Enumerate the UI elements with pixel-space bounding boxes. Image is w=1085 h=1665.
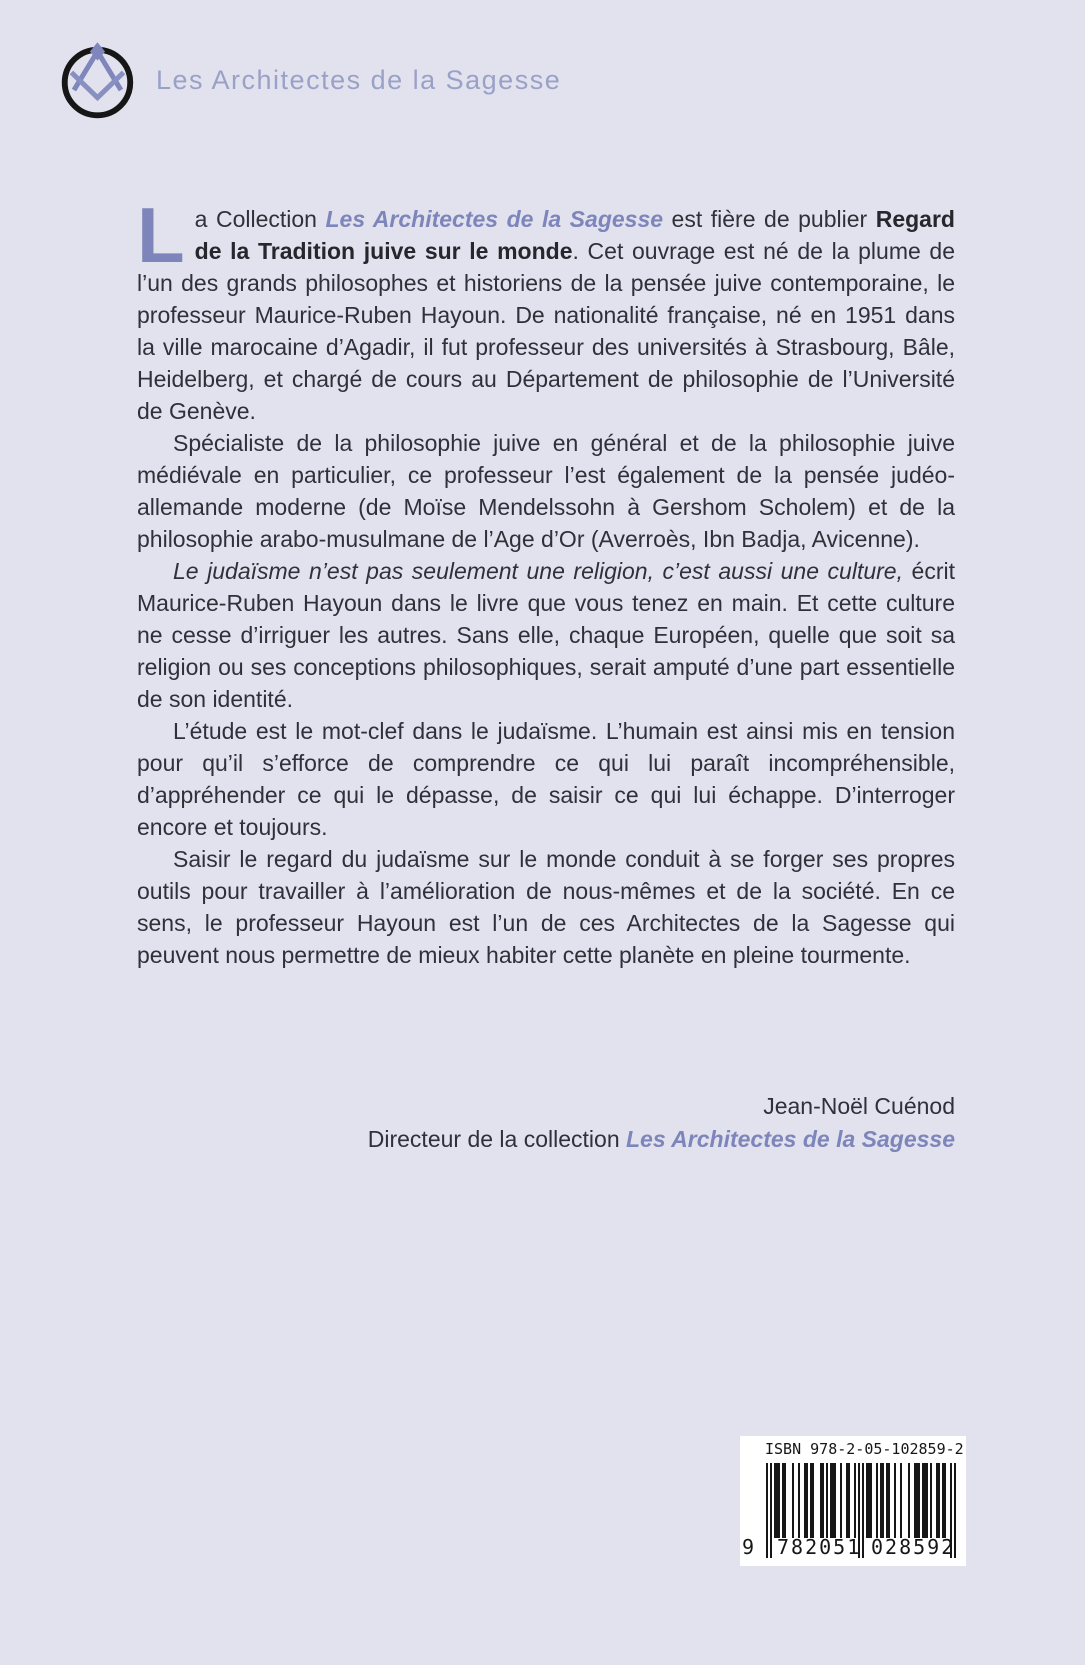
collection-header	[58, 38, 561, 122]
barcode-bar	[862, 1463, 864, 1558]
barcode-bar	[766, 1463, 768, 1558]
barcode-bar	[944, 1463, 946, 1538]
signature-role	[137, 1123, 955, 1156]
barcode-digits-right: 028592	[871, 1535, 956, 1559]
barcode-bar	[888, 1463, 890, 1538]
barcode-bar	[870, 1463, 872, 1538]
barcode-bar	[894, 1463, 896, 1538]
barcode-bar	[822, 1463, 824, 1538]
barcode-bar	[900, 1463, 902, 1538]
barcode-bar	[770, 1463, 772, 1558]
barcode-bar	[908, 1463, 910, 1538]
masonic-compass-logo-icon	[58, 38, 142, 122]
barcode-bar	[834, 1463, 836, 1538]
signature-role-collection: Les Architectes de la Sagesse	[626, 1126, 955, 1152]
barcode-bar	[812, 1463, 814, 1538]
paragraph	[137, 715, 955, 843]
barcode-bar	[930, 1463, 932, 1538]
isbn-number: ISBN 978-2-05-102859-2	[765, 1440, 964, 1458]
barcode-bar	[798, 1463, 800, 1538]
barcode-bar	[806, 1463, 808, 1538]
barcode-bar	[876, 1463, 878, 1538]
italic-text: Le judaïsme n’est pas seulement une religion, c’est aussi une culture,	[173, 558, 903, 584]
barcode-bar	[792, 1463, 794, 1538]
barcode-bar	[882, 1463, 884, 1538]
accent-text: Les Architectes de la Sagesse	[325, 206, 664, 232]
paragraph	[137, 843, 955, 971]
bold-text: Regard de la Tradition juive sur le monde	[194, 206, 955, 264]
barcode-digit-first: 9	[742, 1535, 757, 1559]
barcode-bar	[926, 1463, 928, 1538]
barcode-bar	[826, 1463, 828, 1538]
barcode-bar	[918, 1463, 920, 1538]
collection-name: Les Architectes de la Sagesse	[156, 64, 562, 95]
paragraph	[137, 427, 955, 555]
barcode-bar	[840, 1463, 842, 1538]
body-text: Spécialiste de la philosophie juive en général et de la philosophie juive médiévale en particulier, ce professeur l’est également de la pensée judéo-allemande moderne (de Moïse Mendelssohn à Gershom Scholem) et de la philosophie arabo-musulmane de l’Age d’Or (Averroès, Ibn Badja, Avicenne).	[137, 430, 955, 552]
body-text: L’étude est le mot-clef dans le judaïsme. L’humain est ainsi mis en tension pour qu’il s’efforce de comprendre ce qui lui paraît incompréhensible, d’appréhender ce qui le dépasse, de saisir ce qui lui échappe. D’interroger encore et toujours.	[137, 718, 955, 840]
signature-name: Jean-Noël Cuénod	[763, 1093, 955, 1119]
signature-block	[137, 1090, 955, 1156]
barcode-bar	[784, 1463, 786, 1538]
barcode-digits-left: 782051	[777, 1535, 862, 1559]
back-cover-text	[137, 191, 956, 971]
body-text: Saisir le regard du judaïsme sur le monde conduit à se forger ses propres outils pour travailler à l’amélioration de nous-mêmes et de la société. En ce sens, le professeur Hayoun est l’un de ces Architectes de la Sagesse qui peuvent nous permettre de mieux habiter cette planète en pleine tourmente.	[137, 846, 955, 968]
barcode-bar	[938, 1463, 940, 1538]
body-text: a Collection	[194, 206, 326, 232]
isbn-barcode	[740, 1436, 966, 1566]
paragraph	[137, 555, 955, 715]
drop-cap: L	[137, 191, 185, 279]
barcode-bar	[848, 1463, 850, 1538]
paragraph	[137, 191, 956, 427]
signature-role-prefix: Directeur de la collection	[367, 1126, 626, 1152]
body-text: est fière de publier	[663, 206, 876, 232]
body-text: . Cet ouvrage est né de la plume de l’un des grands philosophes et historiens de la pensée juive contemporaine, le professeur Maurice-Ruben Hayoun. De nationalité française, né en 1951 dans la ville marocaine d’Agadir, il fut professeur des universités à Strasbourg, Bâle, Heidelberg, et chargé de cours au Département de philosophie de l’Université de Genève.	[137, 238, 956, 424]
barcode-bar	[854, 1463, 856, 1538]
barcode-bar	[778, 1463, 780, 1538]
body-text: écrit Maurice-Ruben Hayoun dans le livre que vous tenez en main. Et cette culture ne cesse d’irriguer les autres. Sans elle, chaque Européen, quelle que soit sa religion ou ses conceptions philosophiques, serait amputé d’une part essentielle de son identité.	[137, 558, 956, 712]
